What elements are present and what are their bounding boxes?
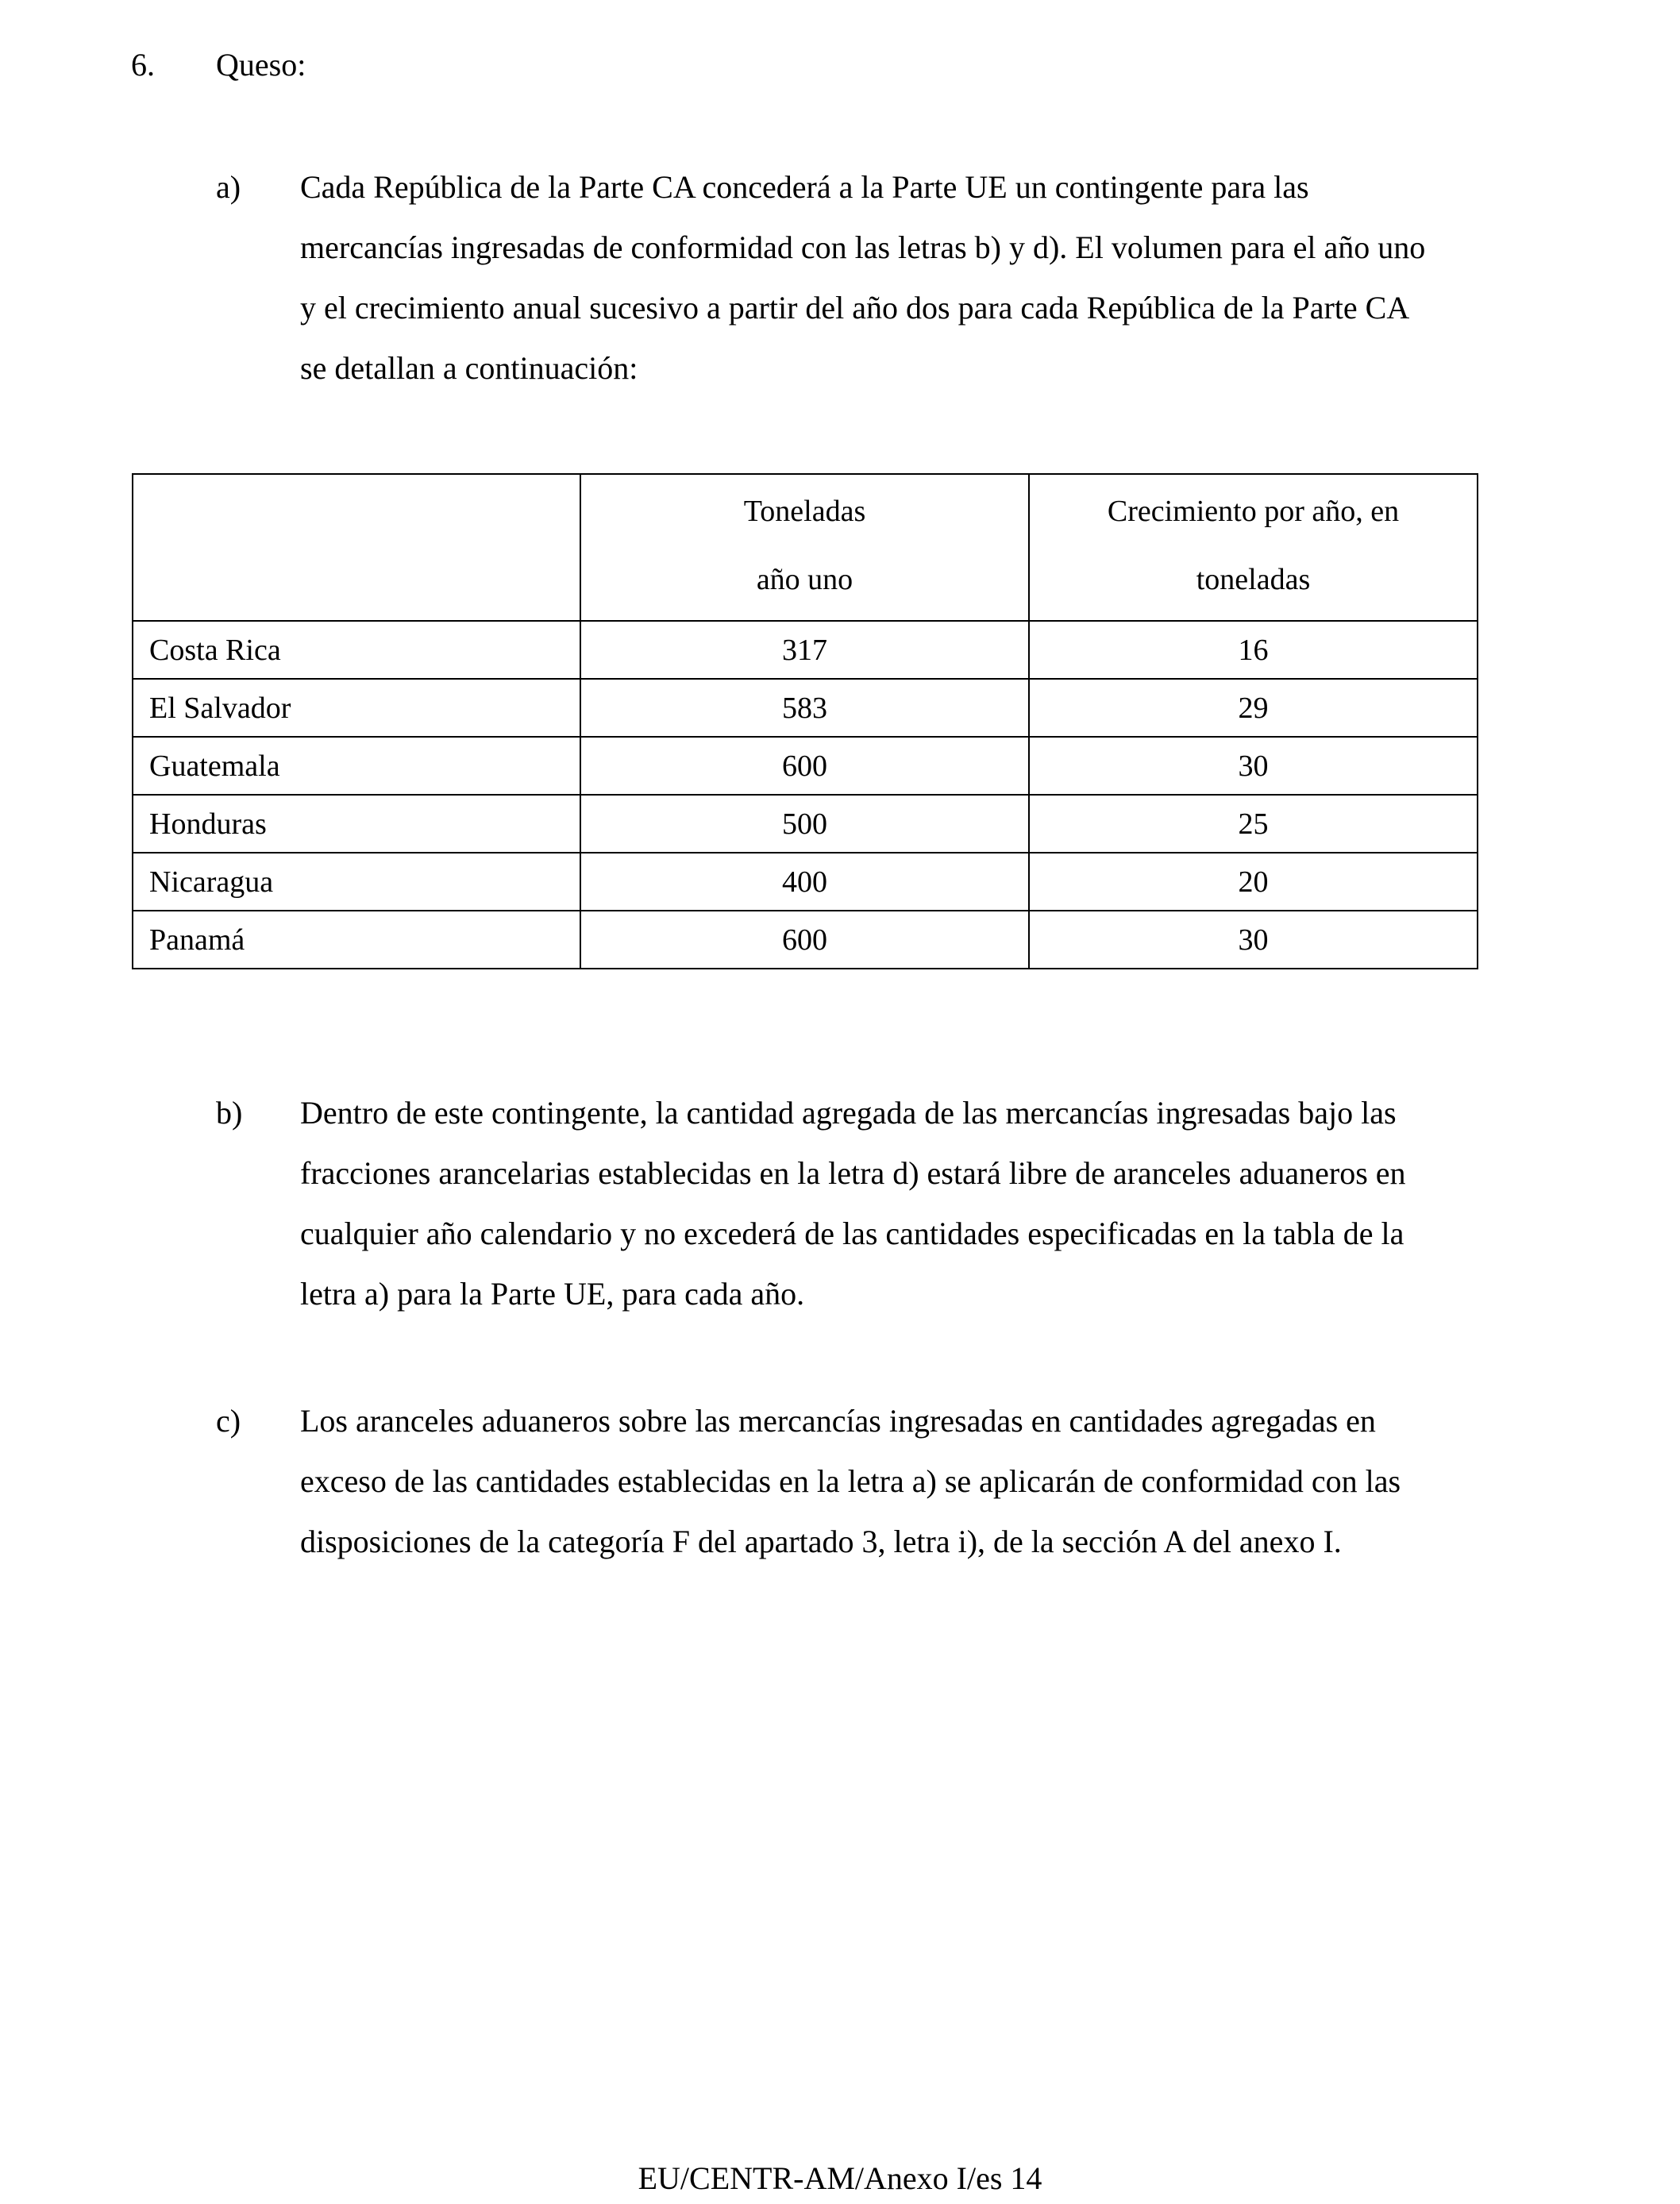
paragraph-c-marker: c): [216, 1403, 241, 1439]
paragraph-b: [300, 1097, 1586, 1339]
table-row: [133, 911, 1478, 969]
paragraph-line: Dentro de este contingente, la cantidad agregada de las mercancías ingresadas bajo las: [300, 1095, 1397, 1131]
paragraph-line: y el crecimiento anual sucesivo a partir del año dos para cada República de la Parte CA: [300, 290, 1410, 326]
header-line: Crecimiento por año, en: [1107, 494, 1400, 528]
country-cell: Panamá: [133, 911, 580, 969]
header-line: Toneladas: [743, 494, 866, 528]
tonnes-cell: 600: [580, 911, 1029, 969]
paragraph-c: [300, 1405, 1586, 1586]
page-footer: EU/CENTR-AM/Anexo I/es 14: [638, 2160, 1042, 2196]
growth-cell: 30: [1029, 737, 1478, 795]
tonnes-cell: 400: [580, 853, 1029, 911]
country-cell: El Salvador: [133, 679, 580, 737]
paragraph-line: se detallan a continuación:: [300, 350, 638, 386]
header-growth-per-year: [1029, 474, 1478, 621]
country-cell: Costa Rica: [133, 621, 580, 679]
country-cell: Nicaragua: [133, 853, 580, 911]
growth-cell: 20: [1029, 853, 1478, 911]
table-header-row: [133, 474, 1478, 621]
paragraph-line: fracciones arancelarias establecidas en la letra d) estará libre de aranceles aduaneros en: [300, 1155, 1406, 1191]
country-cell: Honduras: [133, 795, 580, 853]
tonnes-cell: 600: [580, 737, 1029, 795]
paragraph-line: letra a) para la Parte UE, para cada año.: [300, 1276, 805, 1312]
header-line: toneladas: [1196, 562, 1311, 596]
tonnes-cell: 500: [580, 795, 1029, 853]
quota-table: [132, 473, 1478, 969]
growth-cell: 30: [1029, 911, 1478, 969]
paragraph-a-marker: a): [216, 169, 241, 205]
paragraph-line: Los aranceles aduaneros sobre las mercancías ingresadas en cantidades agregadas en: [300, 1403, 1376, 1439]
paragraph-line: Cada República de la Parte CA concederá a la Parte UE un contingente para las: [300, 169, 1309, 205]
paragraph-line: cualquier año calendario y no excederá de las cantidades especificadas en la tabla de la: [300, 1216, 1404, 1251]
tonnes-cell: 317: [580, 621, 1029, 679]
growth-cell: 29: [1029, 679, 1478, 737]
table-row: [133, 853, 1478, 911]
tonnes-cell: 583: [580, 679, 1029, 737]
country-cell: Guatemala: [133, 737, 580, 795]
table-row: [133, 795, 1478, 853]
section-number: 6.: [131, 47, 155, 83]
table-row: [133, 621, 1478, 679]
header-empty-cell: [133, 474, 580, 621]
growth-cell: 16: [1029, 621, 1478, 679]
table-row: [133, 737, 1478, 795]
section-title: Queso:: [216, 47, 306, 83]
growth-cell: 25: [1029, 795, 1478, 853]
paragraph-a: [300, 171, 1586, 413]
paragraph-line: mercancías ingresadas de conformidad con las letras b) y d). El volumen para el año uno: [300, 229, 1426, 265]
table-row: [133, 679, 1478, 737]
paragraph-line: disposiciones de la categoría F del apartado 3, letra i), de la sección A del anexo I.: [300, 1524, 1342, 1559]
header-tonnes-year-one: [580, 474, 1029, 621]
paragraph-line: exceso de las cantidades establecidas en la letra a) se aplicarán de conformidad con las: [300, 1463, 1401, 1499]
header-line: año uno: [756, 562, 853, 596]
paragraph-b-marker: b): [216, 1095, 243, 1131]
